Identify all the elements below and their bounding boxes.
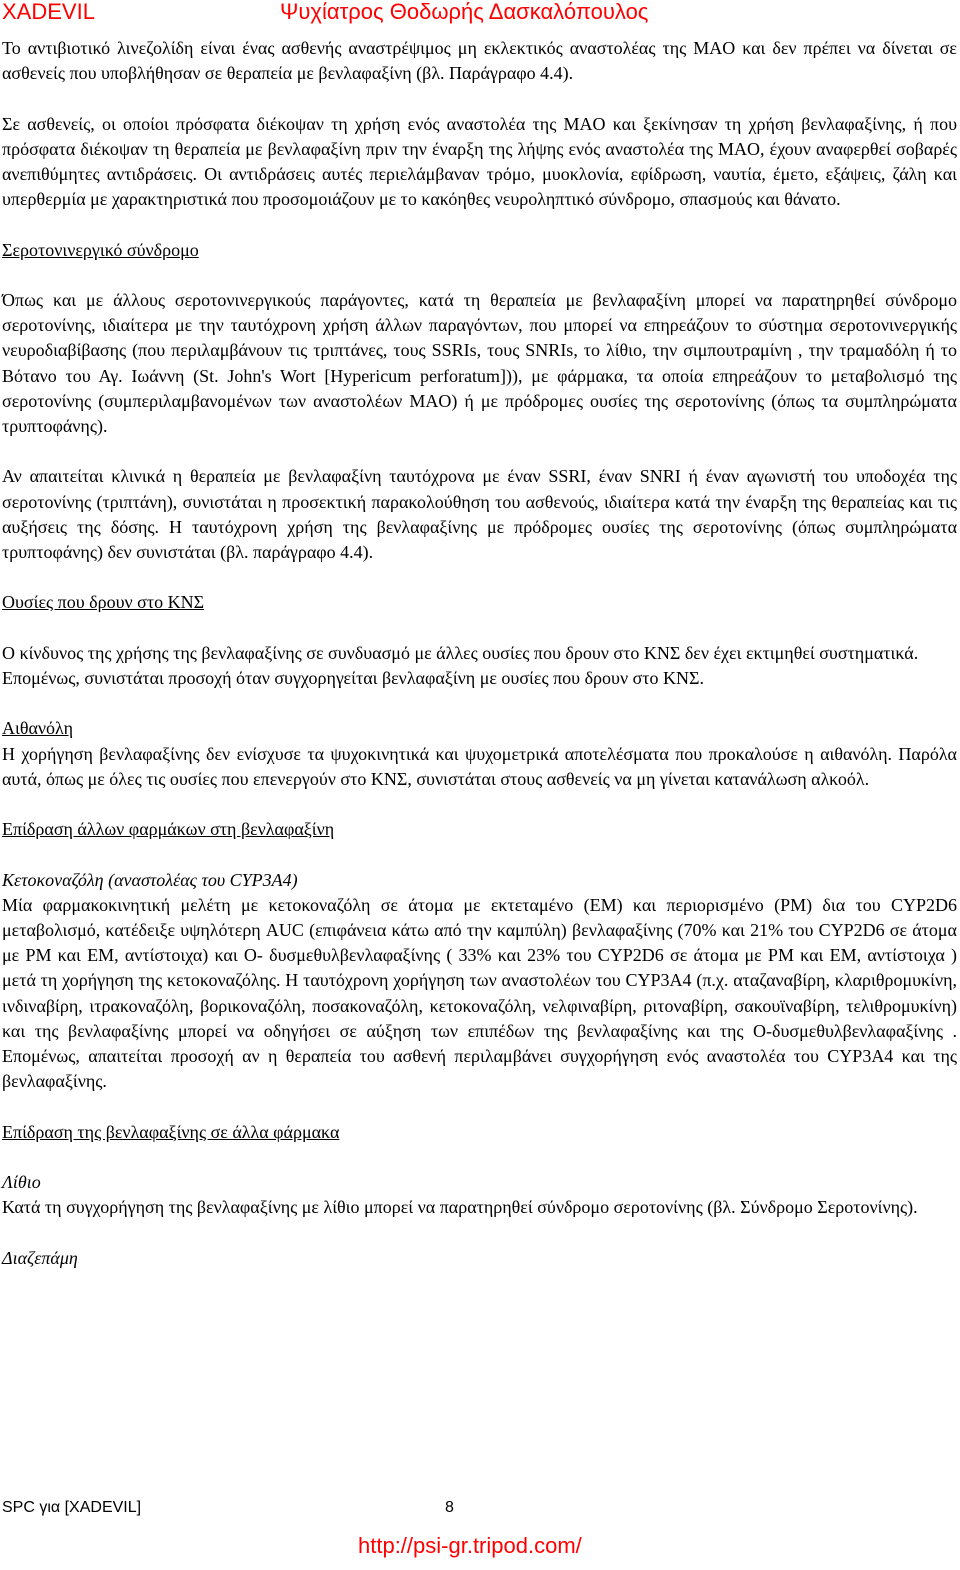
document-body: [2, 36, 957, 1271]
paragraph-ssri-snri: Αν απαιτείται κλινικά η θεραπεία με βενλαφαξίνη ταυτόχρονα με έναν SSRI, έναν SNRI ή έναν αγωνιστή του υποδοχέα της σεροτονίνης (τριπτάνη), συνιστάται η προσεκτική παρακολούθηση του ασθενούς, ιδιαίτερα κατά την έναρξη της θεραπείας και τις αυξήσεις της δόσης. Η ταυτόχρονη χρήση της βενλαφαξίνης με πρόδρομες ουσίες της σεροτονίνης (όπως συμπληρώματα τρυπτοφάνης) δεν συνιστάται (βλ. παράγραφο 4.4).: [2, 466, 957, 562]
paragraph-mao-reactions: Σε ασθενείς, οι οποίοι πρόσφατα διέκοψαν τη χρήση ενός αναστολέα της MAO και ξεκίνησαν τη χρήση βενλαφαξίνης, ή που πρόσφατα διέκοψαν τη θεραπεία με βενλαφαξίνη πριν την έναρξη της λήψης ενός αναστολέα της MAO, έχουν αναφερθεί σοβαρές ανεπιθύμητες αντιδράσεις. Οι αντιδράσεις αυτές περιελάμβαναν τρόμο, μυοκλονία, εφίδρωση, ναυτία, έμετο, εξάψεις, ζάλη και υπερθερμία με χαρακτηριστικά που προσομοιάζουν με το κακόηθες νευροληπτικό σύνδρομο, σπασμούς και θάνατο.: [2, 113, 957, 210]
paragraph-linezolid: Το αντιβιοτικό λινεζολίδη είναι ένας ασθενής αναστρέψιμος μη εκλεκτικός αναστολέας της MAO και δεν πρέπει να δίνεται σε ασθενείς που υποβλήθησαν σε θεραπεία με βενλαφαξίνη (βλ. Παράγραφο 4.4).: [2, 38, 957, 84]
heading-serotonin-syndrome: Σεροτονινεργικό σύνδρομο: [2, 239, 199, 260]
brand-title: XADEVIL: [2, 0, 95, 24]
paragraph-ketoconazole: Μία φαρμακοκινητική μελέτη με κετοκοναζόλη σε άτομα με εκτεταμένο (EM) και περιορισμένο (PM) δια του CYP2D6 μεταβολισμό, κατέδειξε υψηλότερη AUC (επιφάνεια κάτω από την καμπύλη) βενλαφαξίνης (70% και 21% του CYP2D6 σε άτομα με PM και EM, αντίστοιχα) και O- δυσμεθυλβενλαφαξίνης ( 33% και 23% του CYP2D6 σε άτομα με PM και EM, αντίστοιχα ) μετά τη χορήγηση της κετοκοναζόλης. Η ταυτόχρονη χορήγηση των αναστολέων του CYP3A4 (π.χ. αταζαναβίρη, κλαριθρομυκίνη, ινδιναβίρη, ιτρακοναζόλη, βορικοναζόλη, ποσακοναζόλη, κετοκοναζόλη, νελφιναβίρη, ριτοναβίρη, σακουϊναβίρη, τελιθρομυκίνη) και της βενλαφαξίνης μπορεί να οδηγήσει σε αύξηση των επιπέδων της βενλαφαξίνης και της O-δυσμεθυλβενλαφαξίνης . Επομένως, απαιτείται προσοχή αν η θεραπεία του ασθενή περιλαμβάνει συγχορήγηση ενός αναστολέα του CYP3A4 και της βενλαφαξίνης.: [2, 894, 957, 1092]
heading-venlafaxine-on-other-drugs: Επίδραση της βενλαφαξίνης σε άλλα φάρμακα: [2, 1121, 340, 1142]
heading-ketoconazole: Κετοκοναζόλη (αναστολέας του CYP3A4): [2, 869, 298, 890]
footer-page-number: 8: [445, 1499, 454, 1516]
paragraph-cns-risk: Ο κίνδυνος της χρήσης της βενλαφαξίνης σε συνδυασμό με άλλες ουσίες που δρουν στο ΚΝΣ δεν έχει εκτιμηθεί συστηματικά. Επομένως, συνιστάται προσοχή όταν συγχορηγείται βενλαφαξίνη με ουσίες που δρουν στο ΚΝΣ.: [2, 642, 919, 688]
paragraph-lithium: Κατά τη συγχορήγηση της βενλαφαξίνης με λίθιο μπορεί να παρατηρηθεί σύνδρομο σεροτονίνης (βλ. Σύνδρομο Σεροτονίνης).: [2, 1197, 918, 1218]
heading-cns-substances: Ουσίες που δρουν στο ΚΝΣ: [2, 592, 205, 613]
footer-url-link[interactable]: http://psi-gr.tripod.com/: [358, 1533, 582, 1558]
heading-other-drugs-on-venlafaxine: Επίδραση άλλων φαρμάκων στη βενλαφαξίνη: [2, 819, 335, 840]
footer-doc-label: SPC για [XADEVIL]: [2, 1499, 142, 1516]
author-title: Ψυχίατρος Θοδωρής Δασκαλόπουλος: [280, 0, 649, 24]
page-header: [0, 0, 960, 26]
paragraph-serotonin-agents: Όπως και με άλλους σεροτονινεργικούς παράγοντες, κατά τη θεραπεία με βενλαφαξίνη μπορεί να παρατηρηθεί σύνδρομο σεροτονίνης, ιδιαίτερα με την ταυτόχρονη χρήση άλλων παραγόντων, που μπορεί να επηρεάζουν το σύστημα σεροτονινεργικής νευροδιαβίβασης (που περιλαμβάνουν τις τριπτάνες, τους SSRIs, τους SNRIs, το λίθιο, την σιμπουτραμίνη , την τραμαδόλη ή το Βότανο του Αγ. Ιωάννη (St. John's Wort [Hypericum perforatum])), με φάρμακα, τα οποία επηρεάζουν το μεταβολισμό της σεροτονίνης (συμπεριλαμβανομένων των αναστολέων MAO) ή με πρόδρομες ουσίες της σεροτονίνης (όπως τα συμπληρώματα τρυπτοφάνης).: [2, 289, 957, 436]
heading-lithium: Λίθιο: [2, 1171, 41, 1192]
paragraph-ethanol: Η χορήγηση βενλαφαξίνης δεν ενίσχυσε τα ψυχοκινητικά και ψυχομετρικά αποτελέσματα που προκαλούσε η αιθανόλη. Παρόλα αυτά, όπως με όλες τις ουσίες που επενεργούν στο ΚΝΣ, συνιστάται στους ασθενείς να μη γίνεται κατανάλωση αλκοόλ.: [2, 743, 957, 789]
heading-ethanol: Αιθανόλη: [2, 718, 74, 739]
heading-diazepam: Διαζεπάμη: [2, 1247, 78, 1268]
